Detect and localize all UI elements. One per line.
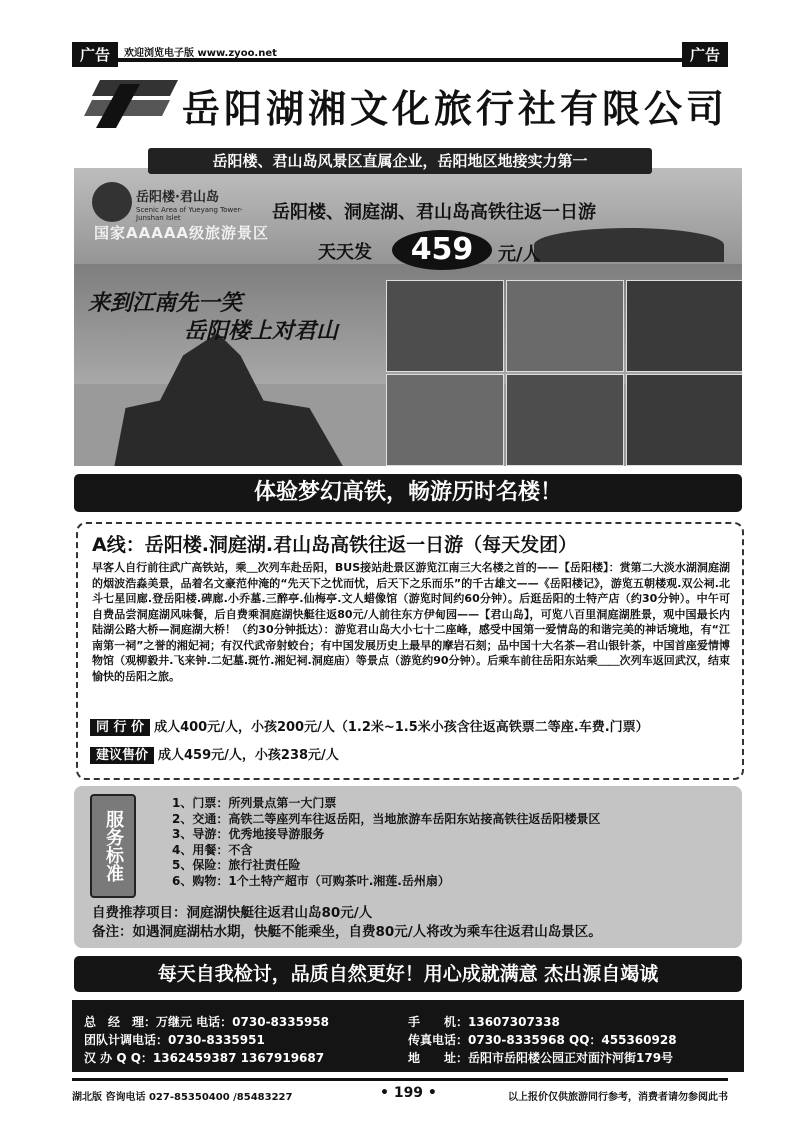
service-item: 1、门票：所列景点第一大门票 <box>172 796 337 810</box>
contact-fax: 传真电话：0730-8335968 QQ：455360928 <box>408 1033 677 1047</box>
service-item: 2、交通：高铁二等座列车往返岳阳，当地旅游车岳阳东站接高铁往返岳阳楼景区 <box>172 811 601 826</box>
contact-manager: 总 经 理：万继元 电话：0730-8335958 <box>84 1015 330 1029</box>
company-name: 岳阳湖湘文化旅行社有限公司 <box>182 87 729 131</box>
company-header <box>72 64 728 142</box>
route-box <box>76 522 744 780</box>
service-notes <box>92 904 602 942</box>
service-item: 4、用餐：不含 <box>172 842 253 857</box>
footer-rule <box>72 1078 728 1081</box>
peer-price-value: 成人400元/人，小孩200元/人（1.2米~1.5米小孩含往返高铁票二等座.车费.门票） <box>154 720 649 735</box>
photo-tile <box>626 374 742 466</box>
retail-price-row <box>90 744 339 763</box>
ad-tag-left: 广告 <box>72 42 118 67</box>
hero-price-unit: 元/人 <box>498 244 541 265</box>
page-number: • 199 • <box>380 1085 437 1101</box>
contact-group: 团队计调电话：0730-8335951 <box>84 1033 265 1047</box>
footer-disclaimer: 以上报价仅供旅游同行参考，消费者请勿参阅此书 <box>508 1092 728 1103</box>
welcome-text: 欢迎浏览电子版 www.zyoo.net <box>124 48 277 59</box>
service-standards-box <box>74 786 742 948</box>
service-item: 5、保险：旅行社责任险 <box>172 858 301 872</box>
hero-image <box>74 168 742 466</box>
slogan-line-1: 来到江南先一笑 <box>88 290 243 316</box>
photo-collage <box>386 280 742 466</box>
retail-price-label: 建议售价 <box>90 747 154 764</box>
contact-address: 地 址：岳阳市岳阳楼公园正对面汴河街179号 <box>408 1051 674 1065</box>
contact-box <box>72 1000 744 1072</box>
service-note: 备注：如遇洞庭湖枯水期，快艇不能乘坐，自费80元/人将改为乘车往返君山岛景区。 <box>92 924 602 940</box>
experience-banner: 体验梦幻高铁，畅游历时名楼！ <box>74 474 742 512</box>
contact-mobile: 手 机：13607307338 <box>408 1015 560 1029</box>
photo-tile <box>386 280 504 372</box>
island-silhouette <box>534 228 724 262</box>
photo-tile <box>626 280 742 372</box>
peer-price-row <box>90 716 649 735</box>
contact-qq: 汉 办 Q Q：1362459387 1367919687 <box>84 1051 325 1065</box>
scenic-logo <box>92 182 252 226</box>
peer-price-label: 同 行 价 <box>90 719 150 736</box>
optional-item: 自费推荐项目：洞庭湖快艇往返君山岛80元/人 <box>92 905 373 921</box>
slogan-line-2: 岳阳楼上对君山 <box>184 318 339 344</box>
hero-route-title: 岳阳楼、洞庭湖、君山岛高铁往返一日游 <box>272 202 596 223</box>
photo-tile <box>506 280 624 372</box>
service-item: 6、购物：1个土特产超市（可购茶叶.湘莲.岳州扇） <box>172 873 450 888</box>
ad-tag-right: 广告 <box>682 42 728 67</box>
hero-price: 459 <box>392 230 492 270</box>
scenic-name: 岳阳楼·君山岛 <box>136 190 219 205</box>
retail-price-value: 成人459元/人，小孩238元/人 <box>158 748 339 763</box>
scenic-en-name: Scenic Area of Yueyang Tower-Junshan Islet <box>136 206 243 222</box>
service-list <box>172 796 600 889</box>
footer-edition: 湖北版 咨询电话 027-85350400 /85483227 <box>72 1092 293 1103</box>
scenic-rating: 国家AAAAA级旅游景区 <box>94 224 270 242</box>
photo-tile <box>506 374 624 466</box>
route-description: 早客人自行前往武广高铁站，乘＿次列车赴岳阳，BUS接站赴景区游览江南三大名楼之首的——【岳阳楼】：赏第二大淡水湖洞庭湖的烟波浩淼美景，品着名文豪范仲淹的“先天下之忧而忧，后天下之乐而乐”的千古雄文——《岳阳楼记》，游览五朝楼观.双公祠.北斗七星回廊.登岳阳楼.碑廊.小乔墓.三醉亭.仙梅亭.文人蜡像馆（游览时间约60分钟）。后逛岳阳的土特产店（约30分钟）。中午可自费品尝洞庭湖风味餐，后自费乘洞庭湖快艇往返80元/人前往东方伊甸园——【君山岛】，可览八百里洞庭湖胜景，观中国最长内陆湖公路大桥—洞庭湖大桥！（约30分钟抵达）：游览君山岛大小七十二座峰，感受中国第一爱情岛的和谐完美的神话境地，有“江南第一祠”之誉的湘妃祠；有汉代武帝射蛟台；有中国发展历史上最早的摩岩石刻；品中国十大名茶—君山银针茶，中国首座爱情博物馆（观柳毅井.飞来钟.二妃墓.斑竹.湘妃祠.洞庭庙）等景点（游览约90分钟）。后乘车前往岳阳东站乘＿＿次列车返回武汉，结束愉快的岳阳之旅。 <box>92 561 730 683</box>
motto-banner: 每天自我检讨，品质自然更好！用心成就满意 杰出源自竭诚 <box>74 956 742 992</box>
route-heading: A线：岳阳楼.洞庭湖.君山岛高铁往返一日游（每天发团） <box>92 534 578 556</box>
service-badge: 服务标准 <box>90 794 136 898</box>
subtitle-bar: 岳阳楼、君山岛风景区直属企业，岳阳地区地接实力第一 <box>148 148 652 174</box>
company-logo-icon <box>80 74 180 132</box>
photo-tile <box>386 374 504 466</box>
daily-departure: 天天发 <box>318 242 372 263</box>
service-item: 3、导游：优秀地接导游服务 <box>172 827 325 841</box>
scenic-emblem-icon <box>92 182 132 222</box>
